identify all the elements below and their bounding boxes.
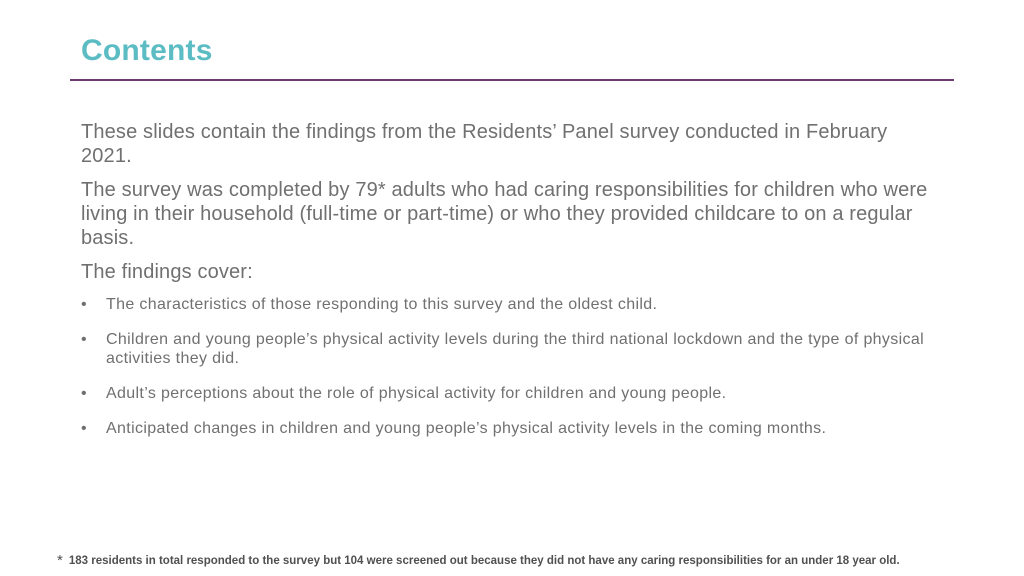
footnote-marker: *	[57, 552, 63, 569]
list-item-text: Children and young people’s physical activity levels during the third national lockdown and the type of physical activities they did.	[106, 331, 925, 367]
list-item	[81, 330, 941, 368]
list-item-text: The characteristics of those responding to this survey and the oldest child.	[106, 296, 658, 313]
list-item	[81, 295, 941, 314]
title-divider	[70, 79, 954, 81]
bullet-icon: •	[81, 296, 87, 313]
slide-title: Contents	[81, 34, 213, 67]
slide-body	[81, 120, 941, 454]
list-item	[81, 419, 941, 438]
survey-paragraph: The survey was completed by 79* adults who had caring responsibilities for children who were living in their household (full-time or part-time) or who they provided childcare to on a regular basis.	[81, 179, 928, 249]
findings-list	[81, 295, 941, 438]
list-item	[81, 384, 941, 403]
bullet-icon: •	[81, 385, 87, 402]
intro-paragraph: These slides contain the findings from the Residents’ Panel survey conducted in February 2021.	[81, 121, 888, 167]
findings-heading: The findings cover:	[81, 261, 253, 283]
bullet-icon: •	[81, 331, 87, 348]
bullet-icon: •	[81, 420, 87, 437]
list-item-text: Anticipated changes in children and young people’s physical activity levels in the coming months.	[106, 420, 827, 437]
list-item-text: Adult’s perceptions about the role of physical activity for children and young people.	[106, 385, 727, 402]
footnote	[57, 551, 900, 568]
footnote-text: 183 residents in total responded to the survey but 104 were screened out because they did not have any caring responsibilities for an under 18 year old.	[68, 555, 900, 567]
